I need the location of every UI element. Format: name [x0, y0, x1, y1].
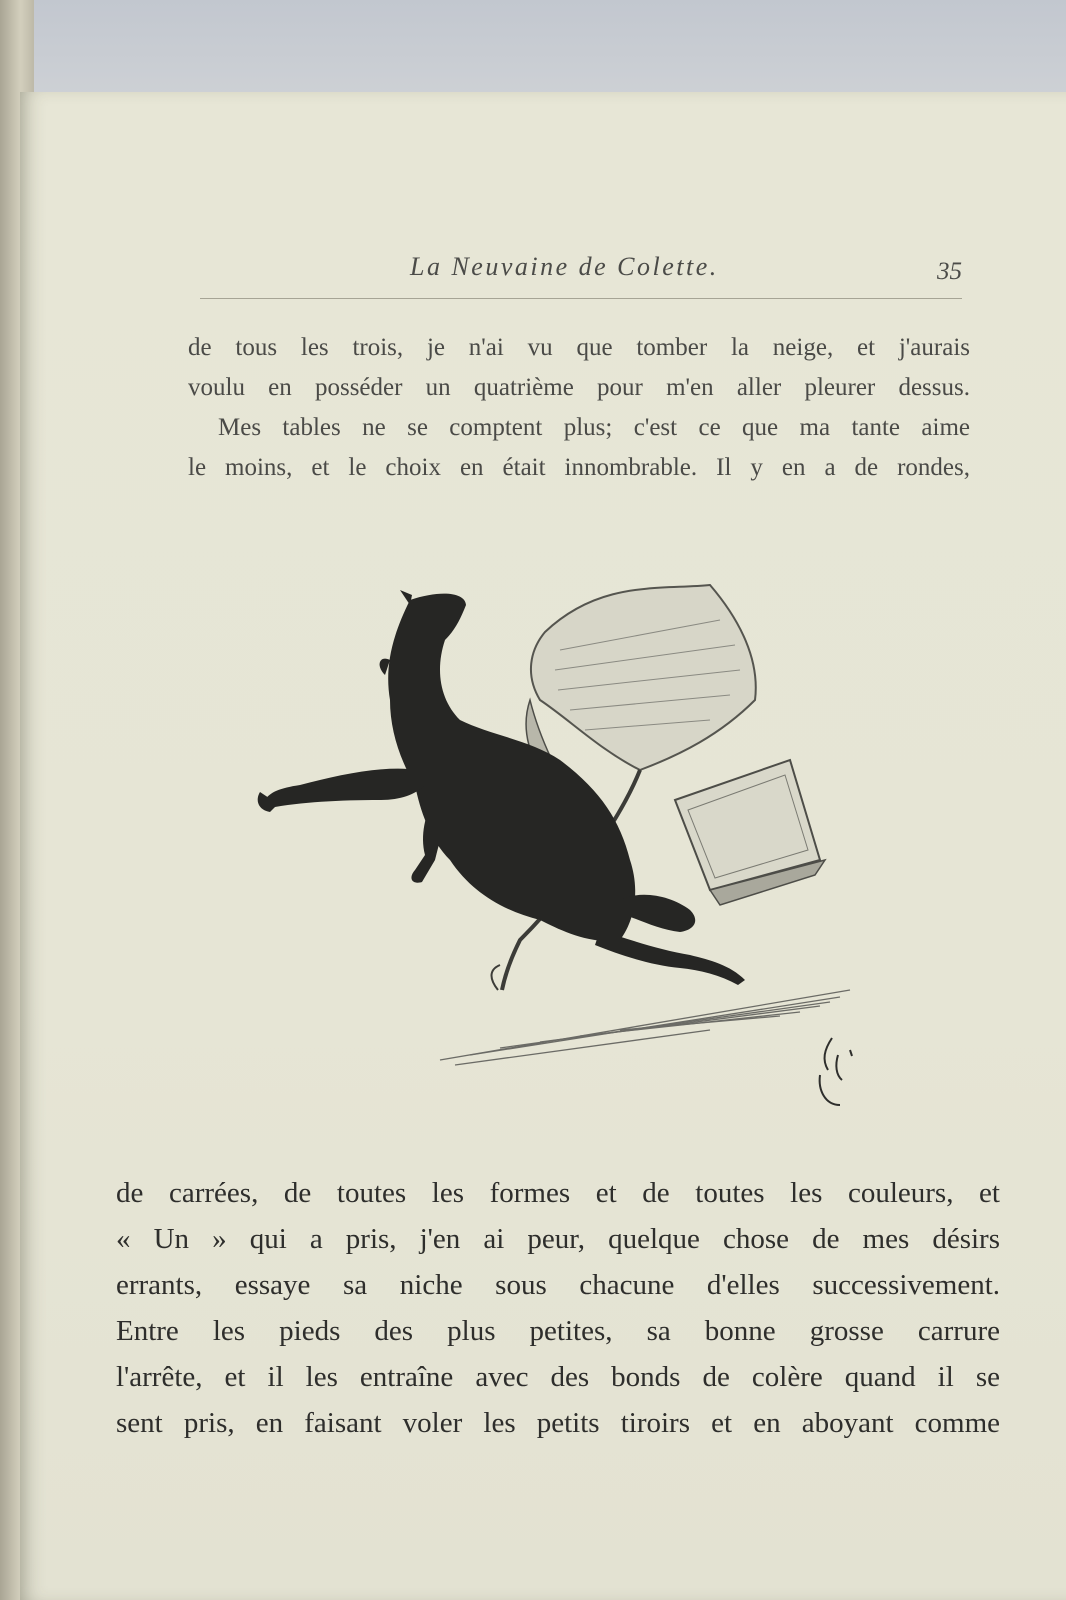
text-line: Mes tables ne se comptent plus; c'est ce que ma tante aime: [218, 414, 970, 441]
text-line: Entre les pieds des plus petites, sa bonne grosse carrure: [116, 1315, 1000, 1347]
dog-and-table-engraving-icon: [240, 560, 900, 1140]
text-line: errants, essaye sa niche sous chacune d'elles successivement.: [116, 1269, 1000, 1301]
running-head: [200, 246, 962, 299]
page-number: 35: [937, 258, 962, 285]
artist-signature: [820, 1038, 852, 1105]
text-line: de tous les trois, je n'ai vu que tomber la neige, et j'aurais: [188, 334, 970, 361]
bottom-paragraph: [116, 1170, 1000, 1446]
text-line: l'arrête, et il les entraîne avec des bonds de colère quand il se: [116, 1361, 1000, 1393]
drawer-icon: [675, 760, 825, 905]
running-title: La Neuvaine de Colette.: [410, 252, 719, 281]
text-line: le moins, et le choix en était innombrable. Il y en a de rondes,: [188, 454, 970, 481]
text-line: sent pris, en faisant voler les petits tiroirs et en aboyant comme: [116, 1407, 1000, 1439]
text-line: voulu en posséder un quatrième pour m'en aller pleurer dessus.: [188, 374, 970, 401]
text-line: « Un » qui a pris, j'en ai peur, quelque chose de mes désirs: [116, 1223, 1000, 1255]
ground-shadow: [440, 990, 850, 1065]
top-paragraph: [188, 328, 970, 488]
text-line: de carrées, de toutes les formes et de toutes les couleurs, et: [116, 1177, 1000, 1209]
